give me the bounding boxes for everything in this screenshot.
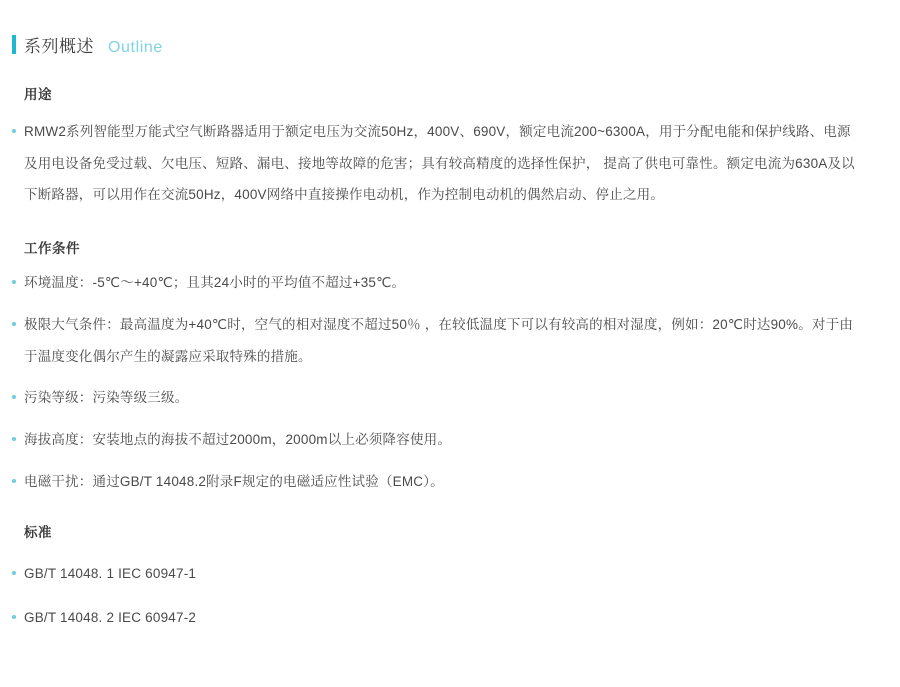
section-title-cn: 系列概述 <box>24 37 94 56</box>
list-item <box>0 309 900 372</box>
list-item-text: GB/T 14048. 1 IEC 60947-1 <box>24 566 197 582</box>
list-item-text: 海拔高度：安装地点的海拔不超过2000m，2000m以上必须降容使用。 <box>24 432 452 448</box>
bullet-dot-icon <box>12 280 16 284</box>
bullet-dot-icon <box>12 437 16 441</box>
list-item-text: 电磁干扰：通过GB/T 14048.2附录F规定的电磁适应性试验（EMC）。 <box>24 473 444 489</box>
section-title-en: Outline <box>108 39 163 56</box>
list-item <box>0 424 900 456</box>
list-item-text: 污染等级：污染等级三级。 <box>24 390 189 406</box>
list-item <box>0 267 900 299</box>
bullet-dot-icon <box>12 615 16 619</box>
subheading-working-conditions: 工作条件 <box>24 241 80 257</box>
bullet-dot-icon <box>12 395 16 399</box>
list-item <box>0 382 900 414</box>
purpose-list <box>0 116 900 211</box>
list-item <box>0 607 900 629</box>
list-item <box>0 563 900 585</box>
accent-bar-icon <box>12 35 16 54</box>
subheading-standards: 标准 <box>24 525 52 541</box>
list-item <box>0 466 900 498</box>
working-conditions-list <box>0 267 900 497</box>
list-item-text: 极限大气条件：最高温度为+40℃时，空气的相对湿度不超过50％ ，在较低温度下可以有较高的相对湿度，例如：20℃时达90%。对于由于温度变化偶尔产生的凝露应采取特殊的措施。 <box>24 316 854 364</box>
bullet-dot-icon <box>12 129 16 133</box>
list-item-text: 环境温度：-5℃～+40℃；且其24小时的平均值不超过+35℃。 <box>24 275 406 291</box>
bullet-dot-icon <box>12 322 16 326</box>
section-header <box>0 0 900 57</box>
bullet-dot-icon <box>12 571 16 575</box>
standards-list <box>0 563 900 628</box>
bullet-dot-icon <box>12 479 16 483</box>
list-item-text: RMW2系列智能型万能式空气断路器适用于额定电压为交流50Hz，400V、690V，额定电流200~6300A，用于分配电能和保护线路、电源及用电设备免受过载、欠电压、短路、漏电、接地等故障的危害；具有较高精度的选择性保护， 提高了供电可靠性。额定电流为630A及以下断路器，可以用作在交流50Hz，400V网络中直接操作电动机，作为控制电动机的偶然启动、停止之用。 <box>24 124 855 203</box>
list-item-text: GB/T 14048. 2 IEC 60947-2 <box>24 610 197 626</box>
subheading-purpose: 用途 <box>24 87 52 102</box>
list-item <box>0 116 900 211</box>
